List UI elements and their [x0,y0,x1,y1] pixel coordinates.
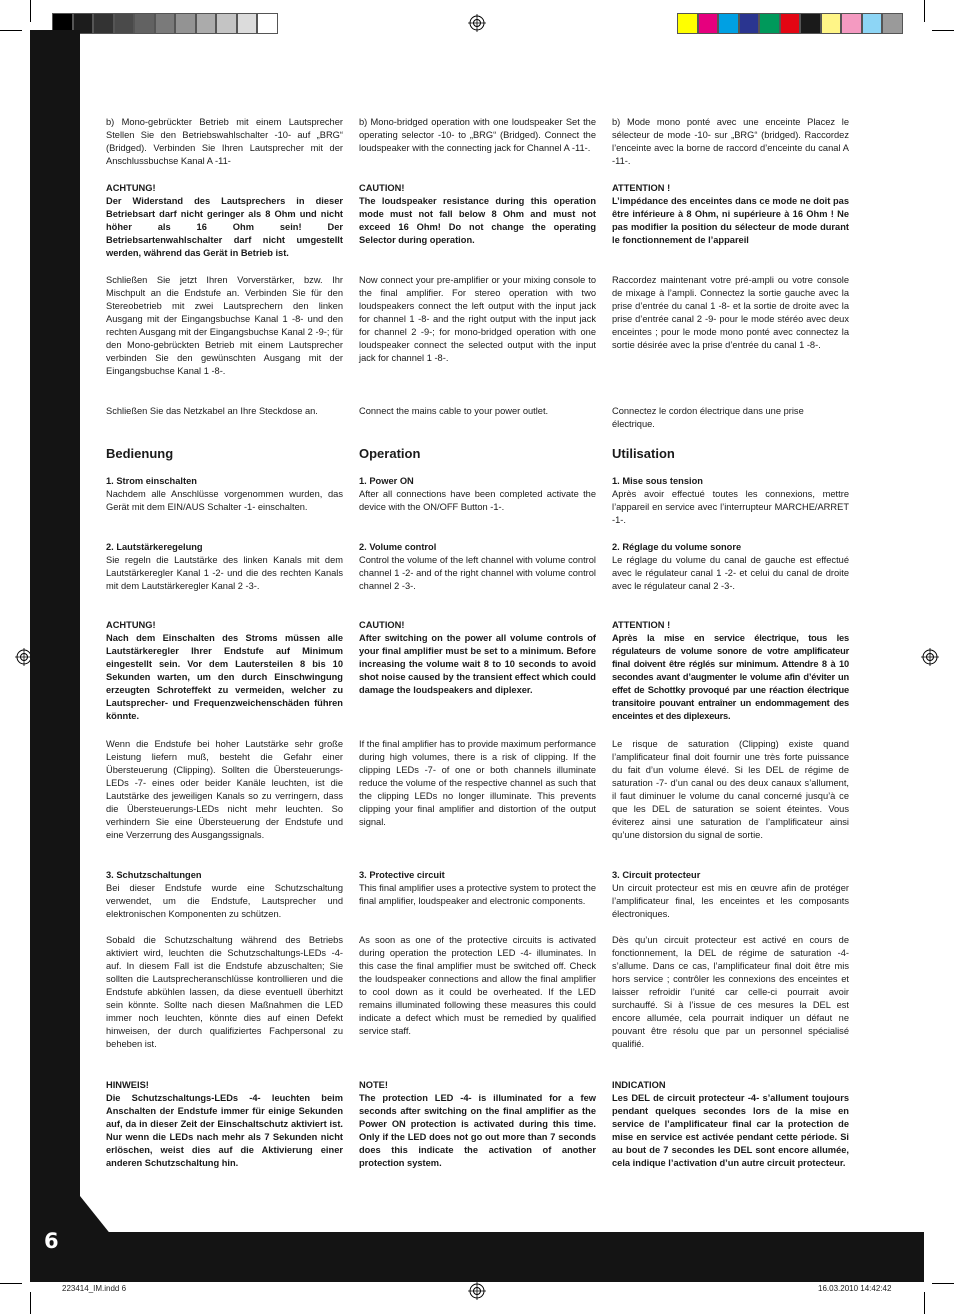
volume-title: 2. Volume control [359,542,437,552]
color-swatch [134,13,155,34]
color-swatch [175,13,196,34]
volume-title: 2. Réglage du volume sonore [612,542,742,552]
caution-text: Nach dem Einschalten des Stroms müssen alle Lautstärkeregler Ihrer Endstufe auf Minimum eingestellt sein. Vor dem Lautersteilen 8 bis 10 Sekunden warten, um den durch Einschwingung erzeugten Schroteffekt zu vermeiden, welcher zu Lautsprecher- und Frequenzweichenschäden führen könnte. [106,633,343,721]
color-swatch [780,13,801,34]
mono-bridged-text: b) Mode mono ponté avec une enceinte Placez le sélecteur de mode -10- sur „BRG“ (bridged). Raccordez l’enceinte avec la borne de raccord d’enceinte du canal A -11-. [612,117,849,166]
page-corner-shape [80,1196,112,1236]
page-number: 6 [44,1229,59,1253]
caution-title: ATTENTION ! [612,183,671,193]
color-swatch [882,13,903,34]
caution-text: The loudspeaker resistance during this operation mode must not fall below 8 Ohm and must not exceed 16 Ohm! Do not change the operating Selector during operation. [359,196,596,245]
caution-title: ACHTUNG! [106,183,156,193]
process-color-bar [677,13,903,34]
protect-title: 3. Circuit protecteur [612,870,701,880]
protect-text: Un circuit protecteur est mis en œuvre afin de protéger l’amplificateur final, les enceintes et les composants électroniques. [612,883,849,919]
crop-mark [30,0,31,22]
crop-mark [924,1292,925,1314]
caution-text: Der Widerstand des Lautsprechers in dieser Betriebsart darf nicht geringer als 8 Ohm und nicht höher als 16 Ohm sein! Der Betriebsartenwahlschalter darf nicht umgestellt werden, während das Gerät in Betrieb ist. [106,196,343,258]
color-swatch [800,13,821,34]
connect-text: Raccordez maintenant votre pré-ampli ou votre console de mixage à l’ampli. Connectez la sortie gauche avec la prise d’entrée du canal 1 -8- et la sortie de droite avec la prise d’entrée canal 2 -9- pour le mode stéréo avec deux enceintes ; pour le mode mono ponté avec connectez la sortie désirée avec la prise d’entrée du canal 1 -8-. [612,275,849,350]
color-swatch [677,13,698,34]
note-title: NOTE! [359,1080,388,1090]
crop-mark [0,1283,22,1284]
note-text: Les DEL de circuit protecteur -4- s’allument toujours pendant quelques secondes lors de la mise en service de l’amplificateur final car la protection de mise en service est activée pendant cette période. Si au bout de 7 secondes les DEL sont encore allumée, cela indique l’activation d’un autre circuit protecteur. [612,1093,849,1168]
power-text: After all connections have been completed activate the device with the ON/OFF Button -1-. [359,489,596,512]
protect-text: This final amplifier uses a protective system to protect the final amplifier, loudspeaker and electronic components. [359,883,596,906]
volume-text: Control the volume of the left channel with volume control channel 1 -2- and of the right channel with volume control channel 2 -3-. [359,555,596,591]
volume-text: Sie regeln die Lautstärke des linken Kanals mit dem Lautstärkeregler Kanal 1 -2- und die des rechten Kanals mit dem Lautstärkeregler Kanal 2 -3-. [106,555,343,591]
crop-mark [932,1283,954,1284]
color-swatch [93,13,114,34]
caution-text: After switching on the power all volume controls of your final amplifier must be set to a minimum. Before increasing the volume wait 8 to 10 seconds to avoid shot noise caused by the transient effect which could damage the loudspeakers and diplexer. [359,633,596,695]
mono-bridged-text: b) Mono-bridged operation with one loudspeaker Set the operating selector -10- to „BRG“ (Bridged). Connect the loudspeaker with the connecting jack for Channel A -11-. [359,117,596,153]
protect-title: 3. Protective circuit [359,870,445,880]
color-swatch [841,13,862,34]
connect-text: Schließen Sie jetzt Ihren Vorverstärker, bzw. Ihr Mischpult an die Endstufe an. Verbinden Sie für den Stereobetrieb mit zwei Lautsprechern den linken Ausgang mit der Eingangsbuchse Kanal 1 -8- und den rechten Ausgang mit der Eingangsbuchse Kanal 2 -9-; für den Mono-gebrückten Betrieb mit einem Lautsprecher verbinden Sie den gewünschten Ausgang mit der Eingangsbuchse Kanal 1 -8-. [106,275,343,376]
mains-text: Schließen Sie das Netzkabel an Ihre Steckdose an. [106,406,318,416]
color-swatch [196,13,217,34]
power-text: Nachdem alle Anschlüsse vorgenommen wurden, das Gerät mit dem EIN/AUS Schalter -1- einschalten. [106,489,343,512]
connect-text: Now connect your pre-amplifier or your mixing console to the final amplifier. For stereo operation with two loudspeakers connect the left output with the input jack for channel 1 -8- and the right output with the input jack for channel 2 -9-; for mono-bridged operation with one loudspeaker connect the selected output with the input jack for channel 1 -8-. [359,275,596,363]
gray-color-bar [52,13,278,34]
protect-active-text: Sobald die Schutzschaltung während des Betriebs aktiviert wird, leuchten die Schutzschaltungs-LEDs -4- auf. In diesem Fall ist die Endstufe abzuschalten; Sie sollten die Lautsprecheranschlüsse kontrollieren und die Endstufe abkühlen lassen, da diese eventuell überhitzt sein könnte. Sollte nach diesen Maßnahmen die LED immer noch leuchten, könnte dies auf einen Defekt hinweisen, der durch qualifiziertes Fachpersonal zu beheben ist. [106,935,343,1049]
note-title: INDICATION [612,1080,666,1090]
color-swatch [155,13,176,34]
color-swatch [862,13,883,34]
caution-title: CAUTION! [359,183,405,193]
crop-mark [932,30,954,31]
protect-title: 3. Schutzschaltungen [106,870,202,880]
note-title: HINWEIS! [106,1080,149,1090]
crop-mark [924,0,925,22]
mono-bridged-text: b) Mono-gebrückter Betrieb mit einem Lautsprecher Stellen Sie den Betriebswahlschalter -10- auf „BRG“ (Bridged). Verbinden Sie Ihren Lautsprecher mit der Anschlussbuchse Kanal A -11- [106,117,343,166]
power-title: 1. Strom einschalten [106,476,197,486]
mains-text: Connect the mains cable to your power outlet. [359,406,549,416]
color-swatch [114,13,135,34]
crop-mark [0,30,22,31]
color-swatch [821,13,842,34]
file-info: 223414_IM.indd 6 [62,1284,127,1293]
volume-title: 2. Lautstärkeregelung [106,542,203,552]
power-text: Après avoir effectué toutes les connexions, mettre l’appareil en service avec l’interrupteur MARCHE/ARRET -1-. [612,489,849,525]
volume-text: Le réglage du volume du canal de gauche est effectué avec le régulateur canal 1 -2- et celui du canal de droite avec le régulateur canal 2 -3-. [612,555,849,591]
registration-mark-icon [468,1282,486,1300]
color-swatch [257,13,278,34]
color-swatch [739,13,760,34]
power-title: 1. Mise sous tension [612,476,703,486]
crop-mark [30,1292,31,1314]
registration-mark-icon [468,14,486,32]
caution-title: CAUTION! [359,620,405,630]
registration-mark-icon [921,648,939,666]
caution-text: Après la mise en service électrique, tous les régulateurs de volume sonore de votre amplificateur final doivent être réglés sur minimum. Attendre 8 à 10 secondes avant d’augmenter le volume afin d’éviter un effet de Schottky provoqué par une réaction électrique transitoire pouvant entraîner un endommagement des enceintes et des diplexeurs. [612,633,849,721]
color-swatch [216,13,237,34]
section-heading: Utilisation [612,446,675,461]
clipping-text: Le risque de saturation (Clipping) existe quand l’amplificateur final doit fournir une très forte puissance du fait d’un volume élevé. Si les DEL de régime de saturation -7- d’un canal ou des deux canaux s’allument, il faut diminuer le volume du canal concerné jusqu’à ce que les DEL de saturation se soient éteintes. Vous éviterez ainsi une saturation de l’amplificateur ainsi qu’une distorsion du signal de sortie. [612,739,849,840]
bottom-page-bar [30,1232,924,1282]
power-title: 1. Power ON [359,476,414,486]
protect-text: Bei dieser Endstufe wurde eine Schutzschaltung verwendet, um die Endstufe, Lautsprecher und elektronischen Komponenten zu schützen. [106,883,343,919]
clipping-text: Wenn die Endstufe bei hoher Lautstärke sehr große Leistung liefern muß, besteht die Gefahr einer Übersteuerung (Clipping). Sollten die Übersteuerungs-LEDs -7- eines oder beider Kanäle leuchten, ist die Lautstärke des jeweiligen Kanals so zu verringern, dass die Übersteuerungs-LEDs nicht mehr leuchten. So verhindern Sie eine Übersteuerung der Endstufe und eine Verzerrung des Ausgangssignals. [106,739,343,840]
note-text: Die Schutzschaltungs-LEDs -4- leuchten beim Anschalten der Endstufe immer für einige Sekunden auf, da in dieser Zeit der Einschaltschutz aktiviert ist. Nur wenn die LEDs nach mehr als 7 Sekunden nicht erlöschen, weist dies auf die Aktivierung einer anderen Schutzschaltung hin. [106,1093,343,1168]
print-timestamp: 16.03.2010 14:42:42 [818,1284,892,1293]
note-text: The protection LED -4- is illuminated for a few seconds after switching on the final amplifier as the Power ON protection is activated during this time. Only if the LED does not go out more than 7 seconds does this indicate the activation of another protection system. [359,1093,596,1168]
protect-active-text: As soon as one of the protective circuits is activated during operation the protection LED -4- illuminates. In this case the final amplifier must be switched off. Check the loudspeaker connections and allow the final amplifier to cool down as it could be overheated. If the LED remains illuminated following these measures this could indicate a defect which must be remedied by qualified service staff. [359,935,596,1036]
caution-text: L’impédance des enceintes dans ce mode ne doit pas être inférieure à 8 Ohm, ni supérieure à 16 Ohm ! Ne pas modifier la position du sélecteur de mode durant le fonctionnement de l’appareil [612,196,849,245]
color-swatch [237,13,258,34]
mains-text: Connectez le cordon électrique dans une prise électrique. [612,406,804,429]
clipping-text: If the final amplifier has to provide maximum performance during high volumes, there is a risk of clipping. If the clipping LEDs -7- of one or both channels illuminate reduce the volume of the respective channel as such that the clipping LEDs no longer illuminate. This prevents clipping your final amplifier and distortion of the output signal. [359,739,596,827]
protect-active-text: Dès qu’un circuit protecteur est activé en cours de fonctionnement, la DEL de régime de saturation -4- s’allume. Dans ce cas, l’amplificateur final doit être mis hors service ; contrôler les connexions des enceintes et laisser refroidir l’unité car celle-ci pourrait avoir surchauffé. Si à l’issue de ces mesures la DEL est encore allumée, cela pourrait indiquer un défaut ne pouvant être résolu que par un personnel spécialisé qualifié. [612,935,849,1049]
color-swatch [759,13,780,34]
color-swatch [718,13,739,34]
color-swatch [698,13,719,34]
section-heading: Operation [359,446,421,461]
caution-title: ATTENTION ! [612,620,671,630]
section-heading: Bedienung [106,446,174,461]
left-page-bar [30,30,80,1282]
caution-title: ACHTUNG! [106,620,156,630]
